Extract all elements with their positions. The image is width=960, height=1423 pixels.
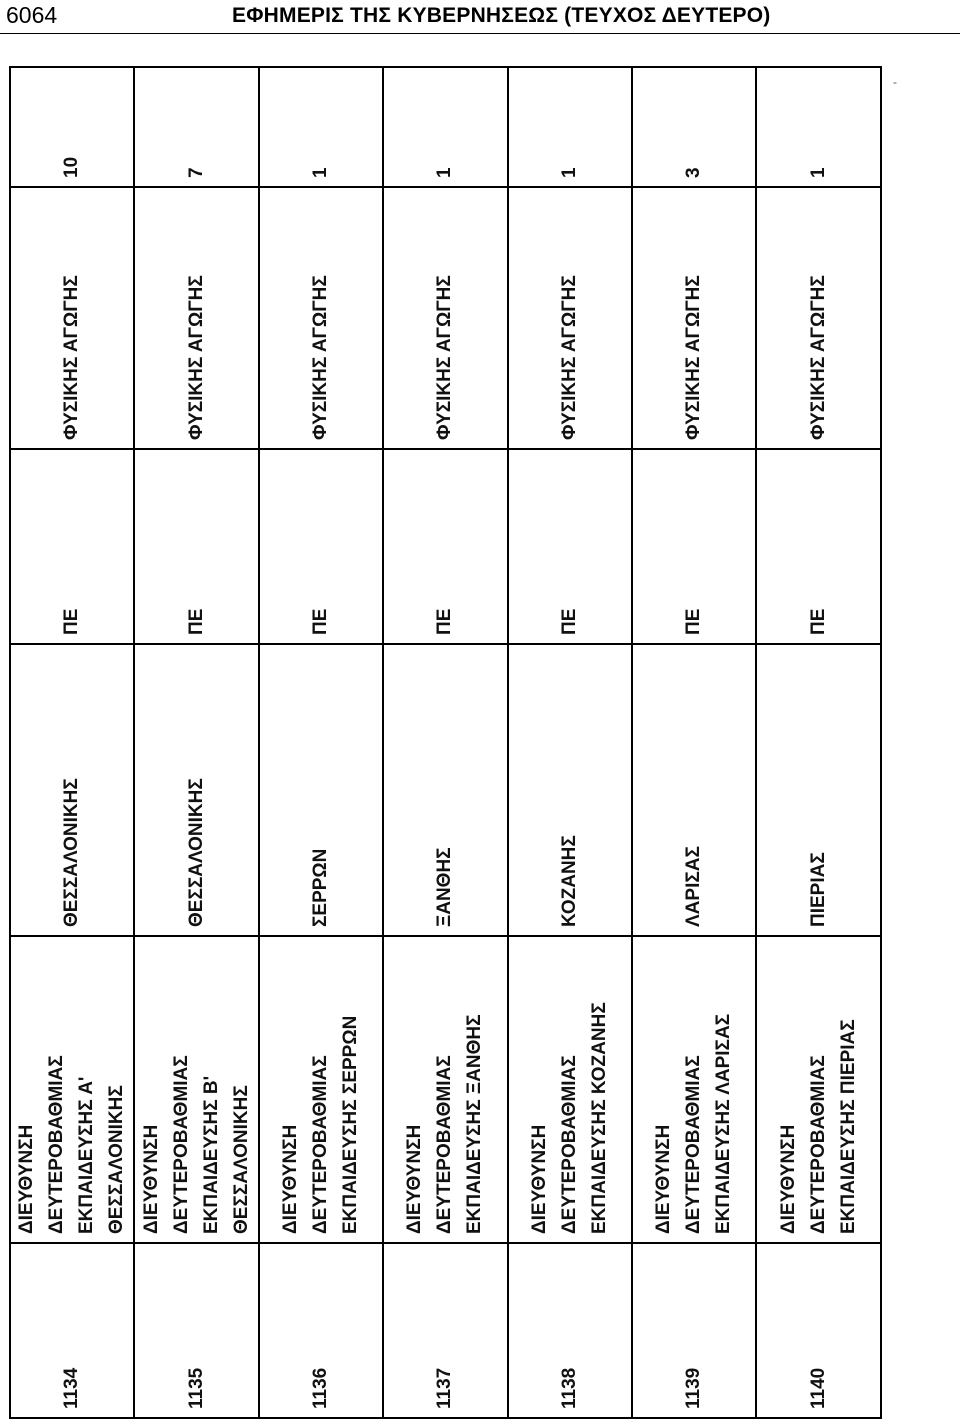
region-cell: ΘΕΣΣΑΛΟΝΙΚΗΣ [10, 644, 134, 936]
position-code-cell: 1134 [10, 1243, 134, 1418]
region-cell: ΣΕΡΡΩΝ [259, 644, 383, 936]
directorate-name-line: ΔΙΕΥΘΥΝΣΗ [777, 1124, 799, 1234]
directorate-name-cell [632, 936, 756, 1243]
region-cell: ΚΟΖΑΝΗΣ [508, 644, 632, 936]
directorate-name-cell [756, 936, 880, 1243]
region-cell: ΘΕΣΣΑΛΟΝΙΚΗΣ [134, 644, 258, 936]
directorate-name-line: ΔΙΕΥΘΥΝΣΗ [404, 1124, 426, 1234]
table-row [134, 67, 258, 1418]
table-row [383, 67, 507, 1418]
specialty-cell: ΦΥΣΙΚΗΣ ΑΓΩΓΗΣ [632, 187, 756, 449]
directorate-name-line: ΘΕΣΣΑΛΟΝΙΚΗΣ [106, 1085, 128, 1234]
positions-table [9, 66, 882, 1419]
directorate-name-line: ΔΙΕΥΘΥΝΣΗ [528, 1124, 550, 1234]
region-cell: ΠΙΕΡΙΑΣ [756, 644, 880, 936]
directorate-name-line: ΔΙΕΥΘΥΝΣΗ [16, 1124, 38, 1234]
positions-count-cell: 1 [756, 67, 880, 187]
category-cell: ΠΕ [10, 449, 134, 644]
table-row [10, 67, 134, 1418]
category-cell: ΠΕ [632, 449, 756, 644]
directorate-name-line: ΔΕΥΤΕΡΟΒΑΘΜΙΑΣ [309, 1055, 331, 1234]
directorate-name-line: ΕΚΠΑΙΔΕΥΣΗΣ Α' [76, 1076, 98, 1234]
positions-count-cell: 10 [10, 67, 134, 187]
specialty-cell: ΦΥΣΙΚΗΣ ΑΓΩΓΗΣ [383, 187, 507, 449]
directorate-name-line: ΕΚΠΑΙΔΕΥΣΗΣ Β' [200, 1075, 222, 1234]
table-row [508, 67, 632, 1418]
directorate-name-line: ΔΕΥΤΕΡΟΒΑΘΜΙΑΣ [46, 1055, 68, 1234]
positions-count-cell: 1 [508, 67, 632, 187]
positions-count-cell: 1 [259, 67, 383, 187]
directorate-name-line: ΔΙΕΥΘΥΝΣΗ [140, 1124, 162, 1234]
table-row [632, 67, 756, 1418]
directorate-name-line: ΔΕΥΤΕΡΟΒΑΘΜΙΑΣ [434, 1055, 456, 1234]
directorate-name-cell [508, 936, 632, 1243]
directorate-name-cell [10, 936, 134, 1243]
table-body [10, 67, 881, 1418]
directorate-name-line: ΕΚΠΑΙΔΕΥΣΗΣ ΞΑΝΘΗΣ [464, 1014, 486, 1234]
position-code-cell: 1139 [632, 1243, 756, 1418]
specialty-cell: ΦΥΣΙΚΗΣ ΑΓΩΓΗΣ [508, 187, 632, 449]
directorate-name-line: ΔΕΥΤΕΡΟΒΑΘΜΙΑΣ [807, 1055, 829, 1234]
specialty-cell: ΦΥΣΙΚΗΣ ΑΓΩΓΗΣ [259, 187, 383, 449]
page-number: 6064 [6, 2, 58, 28]
rotated-table-container [9, 68, 880, 1419]
position-code-cell: 1138 [508, 1243, 632, 1418]
category-cell: ΠΕ [134, 449, 258, 644]
directorate-name-line: ΕΚΠΑΙΔΕΥΣΗΣ ΛΑΡΙΣΑΣ [713, 1013, 735, 1234]
gazette-title: ΕΦΗΜΕΡΙΣ ΤΗΣ ΚΥΒΕΡΝΗΣΕΩΣ (ΤΕΥΧΟΣ ΔΕΥΤΕΡΟ) [232, 4, 771, 27]
stray-mark: - [893, 75, 897, 89]
directorate-name-cell [259, 936, 383, 1243]
header-rule [0, 33, 960, 34]
directorate-name-line: ΔΙΕΥΘΥΝΣΗ [279, 1124, 301, 1234]
directorate-name-line: ΕΚΠΑΙΔΕΥΣΗΣ ΠΙΕΡΙΑΣ [837, 1019, 859, 1234]
directorate-name-line: ΔΕΥΤΕΡΟΒΑΘΜΙΑΣ [170, 1055, 192, 1234]
region-cell: ΞΑΝΘΗΣ [383, 644, 507, 936]
positions-count-cell: 3 [632, 67, 756, 187]
directorate-name-line: ΘΕΣΣΑΛΟΝΙΚΗΣ [230, 1085, 252, 1234]
directorate-name-line: ΔΙΕΥΘΥΝΣΗ [653, 1124, 675, 1234]
positions-count-cell: 7 [134, 67, 258, 187]
directorate-name-line: ΕΚΠΑΙΔΕΥΣΗΣ ΚΟΖΑΝΗΣ [588, 1002, 610, 1234]
directorate-name-cell [134, 936, 258, 1243]
table-row [756, 67, 880, 1418]
category-cell: ΠΕ [383, 449, 507, 644]
specialty-cell: ΦΥΣΙΚΗΣ ΑΓΩΓΗΣ [756, 187, 880, 449]
page-header [0, 0, 960, 34]
position-code-cell: 1136 [259, 1243, 383, 1418]
specialty-cell: ΦΥΣΙΚΗΣ ΑΓΩΓΗΣ [134, 187, 258, 449]
category-cell: ΠΕ [508, 449, 632, 644]
position-code-cell: 1137 [383, 1243, 507, 1418]
directorate-name-cell [383, 936, 507, 1243]
position-code-cell: 1140 [756, 1243, 880, 1418]
category-cell: ΠΕ [259, 449, 383, 644]
position-code-cell: 1135 [134, 1243, 258, 1418]
directorate-name-line: ΔΕΥΤΕΡΟΒΑΘΜΙΑΣ [683, 1055, 705, 1234]
directorate-name-line: ΔΕΥΤΕΡΟΒΑΘΜΙΑΣ [558, 1055, 580, 1234]
region-cell: ΛΑΡΙΣΑΣ [632, 644, 756, 936]
table-row [259, 67, 383, 1418]
directorate-name-line: ΕΚΠΑΙΔΕΥΣΗΣ ΣΕΡΡΩΝ [339, 1015, 361, 1234]
positions-count-cell: 1 [383, 67, 507, 187]
category-cell: ΠΕ [756, 449, 880, 644]
specialty-cell: ΦΥΣΙΚΗΣ ΑΓΩΓΗΣ [10, 187, 134, 449]
